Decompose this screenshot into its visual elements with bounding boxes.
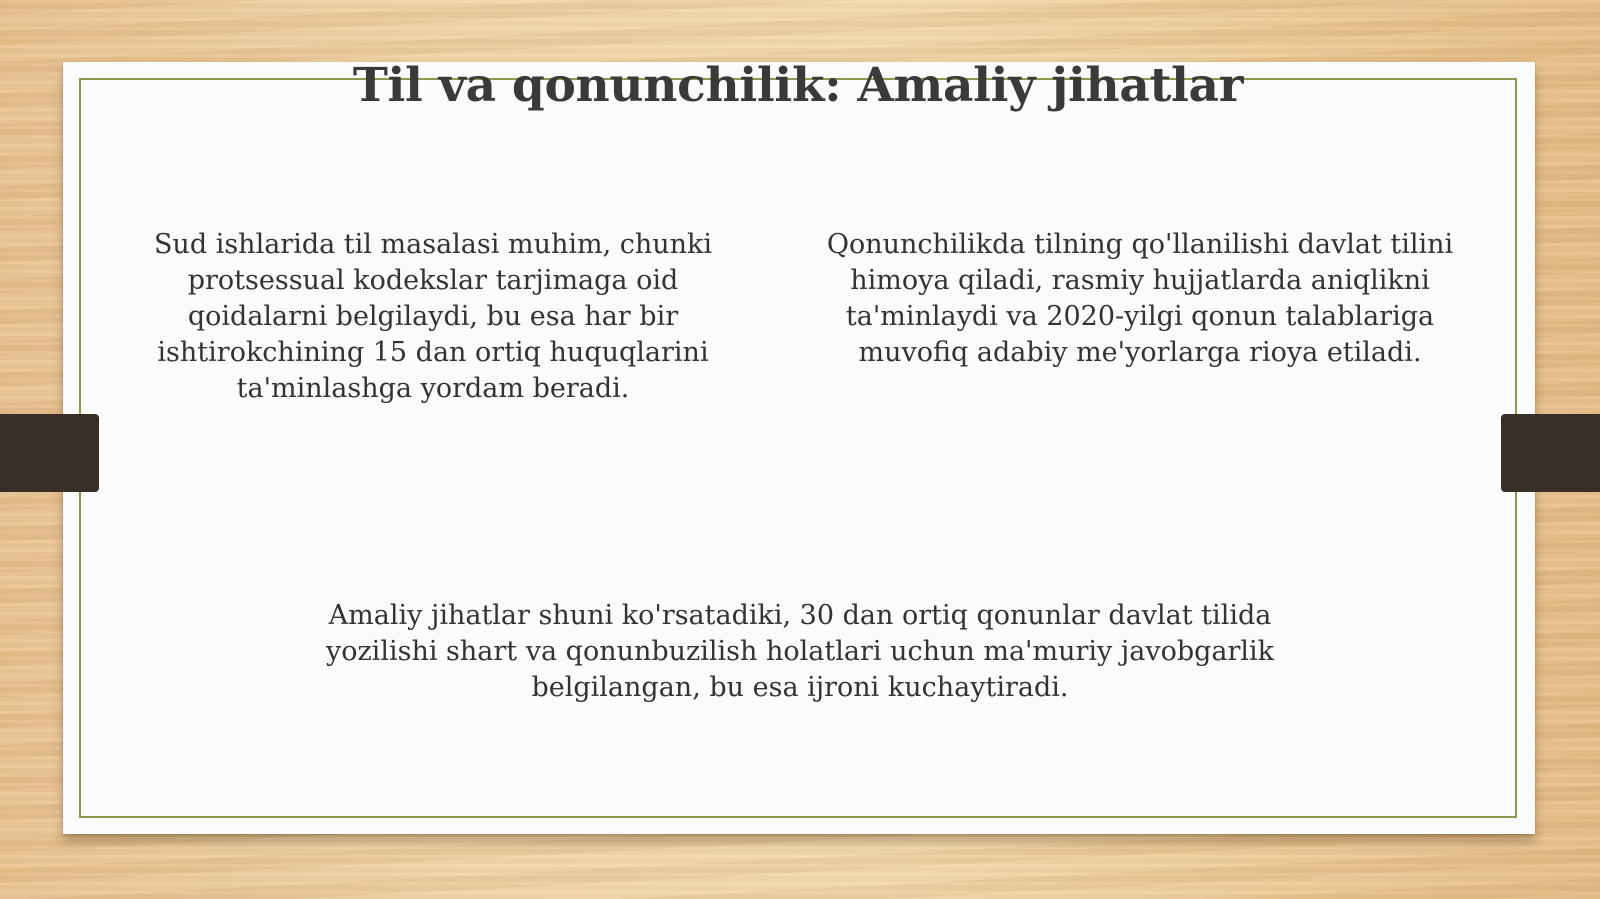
paragraph-bottom: Amaliy jihatlar shuni ko'rsatadiki, 30 dan ortiq qonunlar davlat tilida yozilishi shart va qonunbuzilish holatlari uchun ma'muriy javobgarlik belgilangan, bu esa ijroni kuchaytiradi. bbox=[325, 600, 1275, 703]
slide-card bbox=[63, 62, 1535, 834]
binder-tab-right bbox=[1501, 414, 1600, 492]
slide-title: Til va qonunchilik: Amaliy jihatlar bbox=[352, 58, 1244, 113]
paragraph-right: Qonunchilikda tilning qo'llanilishi davlat tilini himoya qiladi, rasmiy hujjatlarda aniqlikni ta'minlaydi va 2020-yilgi qonun talablariga muvofiq adabiy me'yorlarga rioya etiladi. bbox=[826, 229, 1454, 368]
binder-tab-left bbox=[0, 414, 99, 492]
paragraph-left: Sud ishlarida til masalasi muhim, chunki protsessual kodekslar tarjimaga oid qoidalarni belgilaydi, bu esa har bir ishtirokchining 15 dan ortiq huquqlarini ta'minlashga yordam beradi. bbox=[153, 229, 713, 404]
